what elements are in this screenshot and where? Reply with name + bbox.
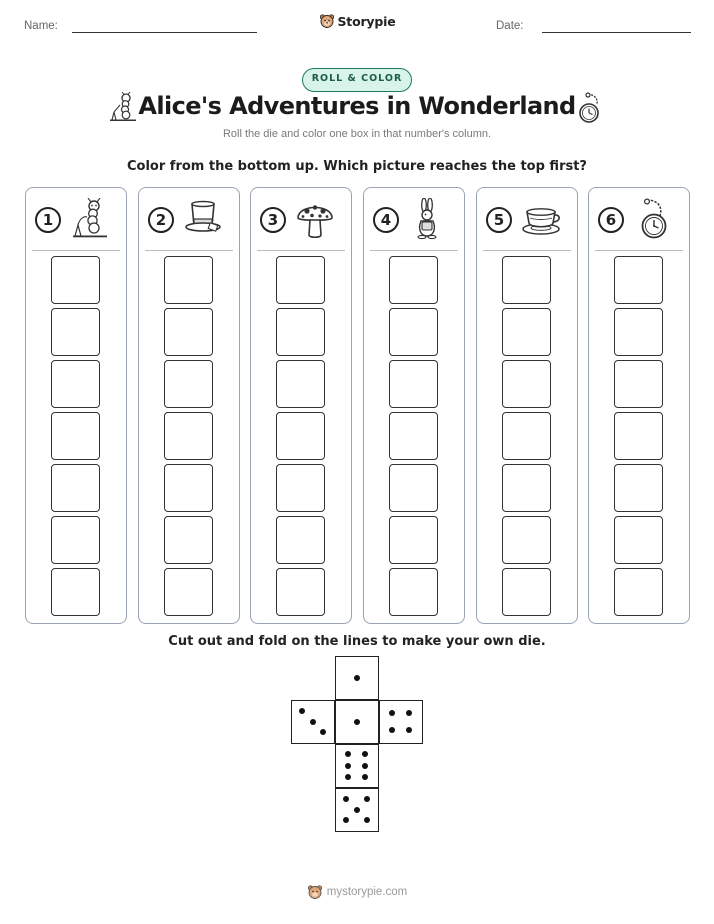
color-box[interactable]: [164, 360, 213, 408]
color-box[interactable]: [276, 516, 325, 564]
date-line[interactable]: [542, 32, 691, 33]
column-number: 4: [373, 207, 399, 233]
column-number: 3: [260, 207, 286, 233]
color-box[interactable]: [389, 360, 438, 408]
color-box[interactable]: [502, 516, 551, 564]
bear-mascot-icon: [319, 13, 335, 29]
footer-url[interactable]: mystorypie.com: [326, 886, 408, 898]
color-box[interactable]: [614, 568, 663, 616]
subtitle: Roll the die and color one box in that number's column.: [222, 128, 492, 140]
color-box[interactable]: [51, 568, 100, 616]
color-box[interactable]: [614, 412, 663, 460]
column-1: [25, 187, 127, 624]
die-face-5: [335, 788, 379, 832]
color-box[interactable]: [276, 568, 325, 616]
column-number: 6: [598, 207, 624, 233]
caterpillar-icon: [70, 198, 110, 242]
column-divider: [145, 250, 233, 251]
teacup-icon: [521, 198, 563, 242]
die-pip: [406, 710, 412, 716]
die-pip: [406, 727, 412, 733]
color-box[interactable]: [276, 256, 325, 304]
rabbit-icon: [408, 198, 448, 244]
pocket-watch-icon: [574, 92, 604, 124]
die-pip: [362, 763, 368, 769]
die-pip: [364, 817, 370, 823]
color-box[interactable]: [51, 256, 100, 304]
color-box[interactable]: [614, 360, 663, 408]
color-box[interactable]: [276, 360, 325, 408]
color-box[interactable]: [164, 256, 213, 304]
color-box[interactable]: [389, 568, 438, 616]
die-pip: [389, 727, 395, 733]
color-box[interactable]: [502, 464, 551, 512]
bear-mascot-icon: [307, 884, 323, 900]
color-box[interactable]: [164, 516, 213, 564]
color-box[interactable]: [164, 308, 213, 356]
badge-wrap: [0, 66, 714, 92]
color-box[interactable]: [614, 256, 663, 304]
die-pip: [362, 751, 368, 757]
column-header: [364, 188, 464, 251]
die-pip: [354, 675, 360, 681]
color-box[interactable]: [276, 412, 325, 460]
die-face-1: [335, 700, 379, 744]
die-face-1: [335, 656, 379, 700]
color-box[interactable]: [164, 568, 213, 616]
die-pip: [343, 796, 349, 802]
column-number: 2: [148, 207, 174, 233]
die-pip: [343, 817, 349, 823]
color-box[interactable]: [389, 256, 438, 304]
die-pip: [389, 710, 395, 716]
color-box[interactable]: [502, 412, 551, 460]
date-label: Date:: [496, 20, 524, 32]
color-box[interactable]: [389, 412, 438, 460]
color-box[interactable]: [51, 360, 100, 408]
color-box[interactable]: [164, 412, 213, 460]
die-pip: [345, 774, 351, 780]
color-box[interactable]: [502, 256, 551, 304]
name-label: Name:: [24, 20, 58, 32]
color-box[interactable]: [389, 464, 438, 512]
die-face-3: [291, 700, 335, 744]
column-divider: [595, 250, 683, 251]
column-header: [251, 188, 351, 251]
die-pip: [354, 719, 360, 725]
color-box[interactable]: [614, 308, 663, 356]
cut-instruction: Cut out and fold on the lines to make your own die.: [168, 634, 546, 649]
color-box[interactable]: [389, 308, 438, 356]
color-box[interactable]: [51, 516, 100, 564]
die-pip: [364, 796, 370, 802]
die-pip: [320, 729, 326, 735]
column-header: [589, 188, 689, 251]
mushroom-icon: [295, 198, 335, 244]
footer: [0, 884, 714, 904]
top-hat-icon: [183, 198, 223, 242]
column-divider: [257, 250, 345, 251]
column-4: [363, 187, 465, 624]
column-3: [250, 187, 352, 624]
pocket-watch-icon: [633, 198, 673, 244]
page-title: Alice's Adventures in Wonderland: [138, 92, 576, 120]
column-2: [138, 187, 240, 624]
color-box[interactable]: [614, 464, 663, 512]
column-number: 5: [486, 207, 512, 233]
brand: [0, 13, 714, 33]
color-box[interactable]: [276, 464, 325, 512]
color-box[interactable]: [51, 464, 100, 512]
color-box[interactable]: [502, 568, 551, 616]
color-box[interactable]: [502, 308, 551, 356]
column-5: [476, 187, 578, 624]
column-number: 1: [35, 207, 61, 233]
color-box[interactable]: [51, 412, 100, 460]
color-box[interactable]: [502, 360, 551, 408]
die-pip: [345, 763, 351, 769]
die-pip: [310, 719, 316, 725]
column-header: [26, 188, 126, 251]
die-pip: [354, 807, 360, 813]
column-divider: [32, 250, 120, 251]
color-box[interactable]: [276, 308, 325, 356]
column-6: [588, 187, 690, 624]
brand-name: Storypie: [337, 13, 396, 29]
activity-badge: ROLL & COLOR: [302, 68, 413, 92]
die-pip: [345, 751, 351, 757]
coloring-instruction: Color from the bottom up. Which picture reaches the top first?: [127, 159, 587, 174]
column-header: [477, 188, 577, 251]
color-box[interactable]: [614, 516, 663, 564]
die-face-6: [335, 744, 379, 788]
column-divider: [483, 250, 571, 251]
color-box[interactable]: [51, 308, 100, 356]
column-divider: [370, 250, 458, 251]
color-box[interactable]: [389, 516, 438, 564]
die-face-4: [379, 700, 423, 744]
color-box[interactable]: [164, 464, 213, 512]
die-pip: [299, 708, 305, 714]
die-pip: [362, 774, 368, 780]
column-header: [139, 188, 239, 251]
